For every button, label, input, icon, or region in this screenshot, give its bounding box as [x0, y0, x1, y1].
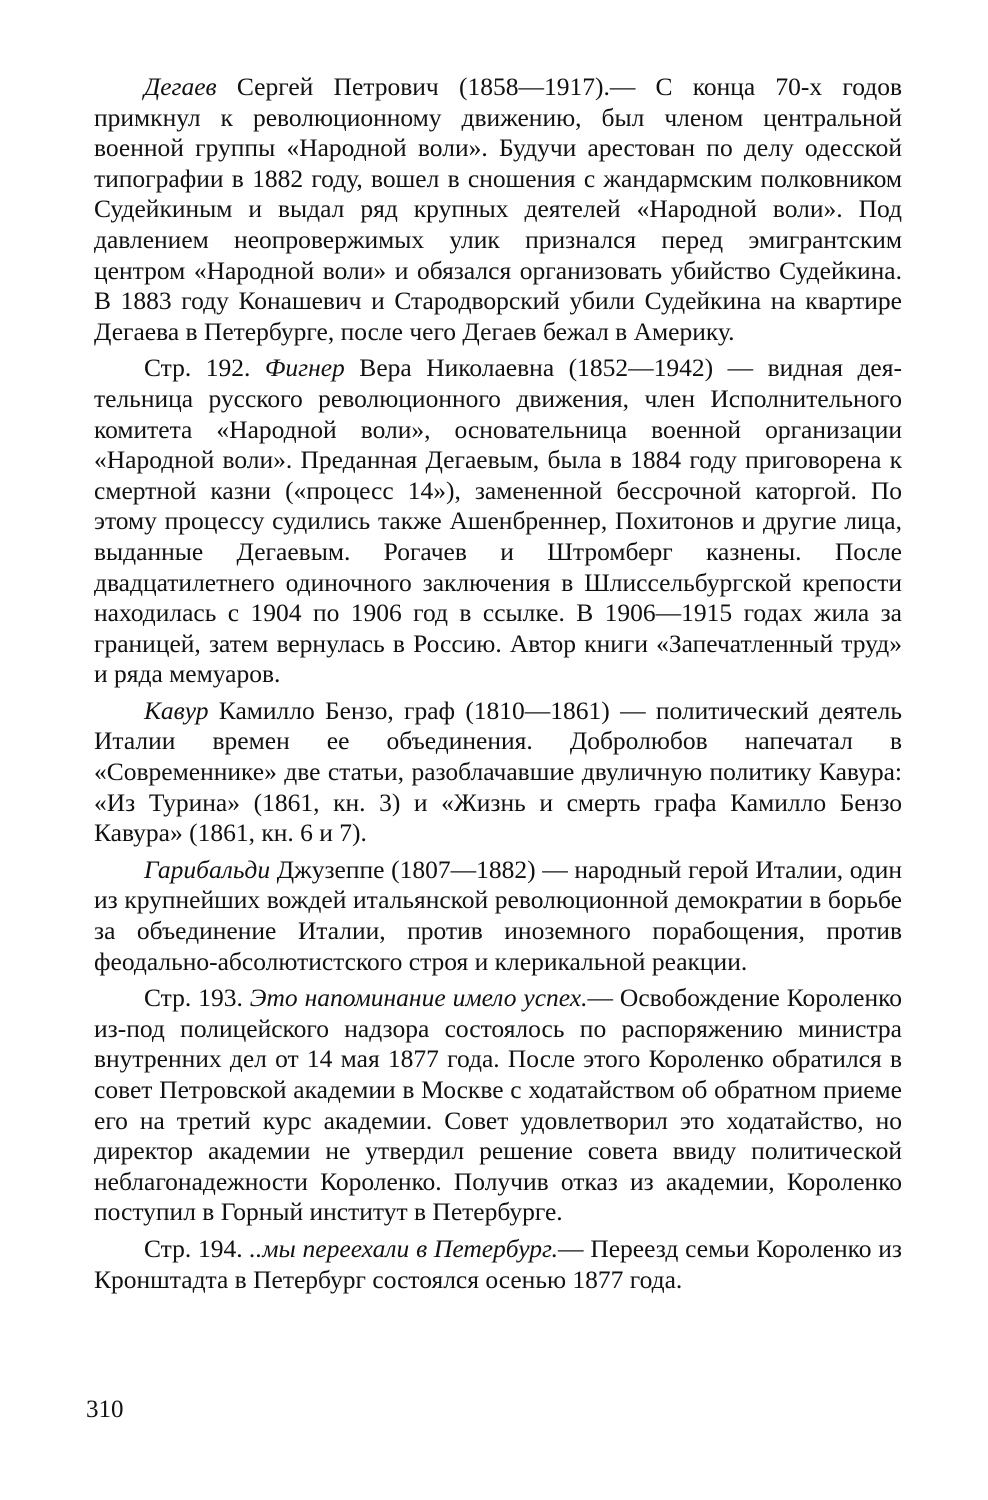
entry-name: Кавур: [144, 695, 209, 725]
entry-name: Дегаев: [144, 72, 217, 101]
entry-degaev: [94, 72, 902, 347]
entry-text: Сергей Петрович (1858—1917).— С конца 70-х годов примкнул к революционному движению, был членом центральной военной группы «Народной воли». Будучи арестован по делу одесской типографии в 1882 году, вошел в сношения с жандармским полковником Судейкиным и выдал ряд крупных деятелей «Народной воли». Под давлением неопровержимых улик признался перед эмигрантским центром «Народной воли» и обязался организовать убийство Судейкина. В 1883 году Конашевич и Стародворский убили Судейкина на квартире Дегаева в Петербурге, после чего Дегаев бежал в Америку.: [94, 72, 902, 346]
page-number: 310: [86, 1396, 124, 1423]
entry-quote: ..мы переехали в Петербург.: [249, 1233, 559, 1263]
entry-text: Джузеппе (1807—1882) — народный герой Италии, один из крупнейших вождей итальянской революционной демократии в борьбе за объединение Италии, против иноземного порабощения, против феодально-абсолютистского строя и клерикальной реакции.: [94, 854, 902, 976]
entry-text: Камилло Бензо, граф (1810—1861) — политический деятель Италии времен ее объединения. Добролюбов напечатал в «Современнике» две статьи, разоблачавшие двуличную политику Кавура: «Из Турина» (1861, кн. 3) и «Жизнь и смерть графа Камилло Бензо Кавура» (1861, кн. 6 и 7).: [94, 695, 902, 848]
entry-garibaldi: [94, 855, 902, 977]
entry-prefix: Стр. 194.: [144, 1233, 250, 1263]
page-body: [94, 72, 902, 1301]
entry-name: Гарибальди: [144, 854, 271, 884]
entry-quote: Это напоминание имело успех.: [249, 983, 588, 1013]
entry-text: Вера Николаевна (1852—1942) — видная деятельница русского революционного движения, член Исполнительного комитета «Народной воли», основательница военной организации «Народной воли». Преданная Дегаевым, была в 1884 году приговорена к смертной казни («процесс 14»), замененной бессрочной каторгой. По этому процессу судились также Ашенбреннер, Похитонов и другие лица, выданные Дегаевым. Рогачев и Штромберг казнены. После двадцатилетнего одиночного заключения в Шлиссельбургской крепости находилась с 1904 по 1906 год в ссылке. В 1906—1915 годах жила за границей, затем вернулась в Россию. Автор книги «Запечатленный труд» и ряда мемуаров.: [94, 353, 902, 689]
entry-text: — Освобождение Короленко из-под полицейского надзора состоялось по распоряжению министра внутренних дел от 14 мая 1877 года. После этого Короленко обратился в совет Петровской академии в Москве с ходатайством об обратном приеме его на третий курс академии. Совет удовлетворил это ходатайство, но директор академии не утвердил решение совета ввиду политической неблагонадежности Короленко. Получив отказ из академии, Короленко поступил в Горный институт в Петербурге.: [94, 983, 902, 1227]
entry-cavour: [94, 696, 902, 849]
entry-page-194: [94, 1234, 902, 1295]
entry-page-193: [94, 983, 902, 1228]
entry-prefix: Стр. 193.: [144, 983, 250, 1013]
entry-text: — Переезд семьи Короленко из Кронштадта в Петербург состоялся осенью 1877 года.: [94, 1233, 902, 1294]
entry-name: Фигнер: [264, 353, 345, 383]
entry-figner: [94, 353, 902, 690]
entry-prefix: Стр. 192.: [144, 353, 265, 383]
